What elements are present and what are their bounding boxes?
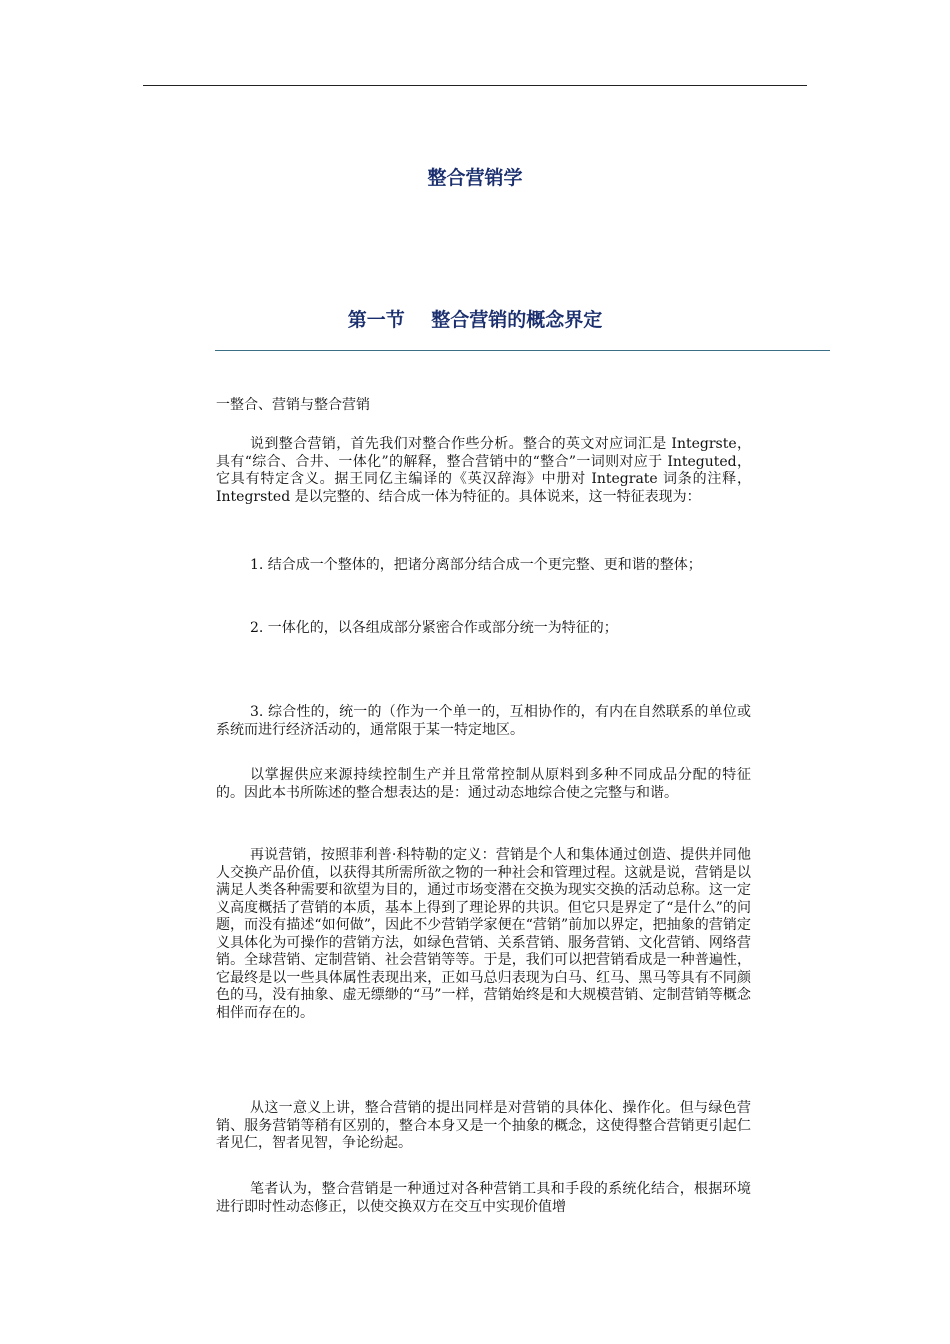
paragraph-author-view: 笔者认为，整合营销是一种通过对各种营销工具和手段的系统化结合，根据环境进行即时性动态修正，以使交换双方在交互中实现价值增 (216, 1181, 751, 1215)
list-item-2: 2. 一体化的，以各组成部分紧密合作或部分统一为特征的； (250, 620, 618, 636)
paragraph-marketing: 再说营销，按照菲利普·科特勒的定义：营销是个人和集体通过创造、提供并同他人交换产品价值，以获得其所需所欲之物的一种社会和管理过程。这就是说，营销是以满足人类各种需要和欲望为目的，通过市场变潜在交换为现实交换的活动总称。这一定义高度概括了营销的本质，基本上得到了理论界的共识。但它只是界定了“是什么”的问题，而没有描述“如何做”，因此不少营销学家便在“营销”前加以界定，把抽象的营销定义具体化为可操作的营销方法，如绿色营销、关系营销、服务营销、文化营销、网络营销。全球营销、定制营销、社会营销等等。于是，我们可以把营销看成是一种普遍性，它最终是以一些具体属性表现出来，正如马总归表现为白马、红马、黑马等具有不同颜色的马，没有抽象、虚无缥缈的“马”一样，营销始终是和大规模营销、定制营销等概念相伴而存在的。 (216, 847, 751, 1021)
paragraph-supply: 以掌握供应来源持续控制生产并且常常控制从原料到多种不同成品分配的特征的。因此本书所陈述的整合想表达的是：通过动态地综合使之完整与和谐。 (216, 767, 751, 801)
list-item-3: 3. 综合性的，统一的（作为一个单一的，互相协作的，有内在自然联系的单位或系统而进行经济活动的，通常限于某一特定地区。 (216, 704, 751, 738)
book-title: 整合营销学 (427, 167, 523, 189)
paragraph-intro: 说到整合营销，首先我们对整合作些分析。整合的英文对应词汇是 Integrste，具有“综合、合井、一体化”的解释，整合营销中的“整合”一词则对应于 Integuted，它具有特定含义。据王同亿主编译的《英汉辞海》中册对 Integrate 词条的注释，Integrsted 是以完整的、结合成一体为特征的。具体说来，这一特征表现为： (216, 436, 751, 505)
sub-heading: 一整合、营销与整合营销 (216, 397, 370, 413)
list-item-1: 1. 结合成一个整体的，把诸分离部分结合成一个更完整、更和谐的整体； (250, 557, 702, 573)
section-title: 第一节 整合营销的概念界定 (347, 309, 603, 331)
paragraph-meaning: 从这一意义上讲，整合营销的提出同样是对营销的具体化、操作化。但与绿色营销、服务营销等稍有区别的，整合本身又是一个抽象的概念，这使得整合营销更引起仁者见仁，智者见智，争论纷起。 (216, 1100, 751, 1151)
section-divider (215, 350, 830, 351)
header-rule (143, 85, 807, 86)
